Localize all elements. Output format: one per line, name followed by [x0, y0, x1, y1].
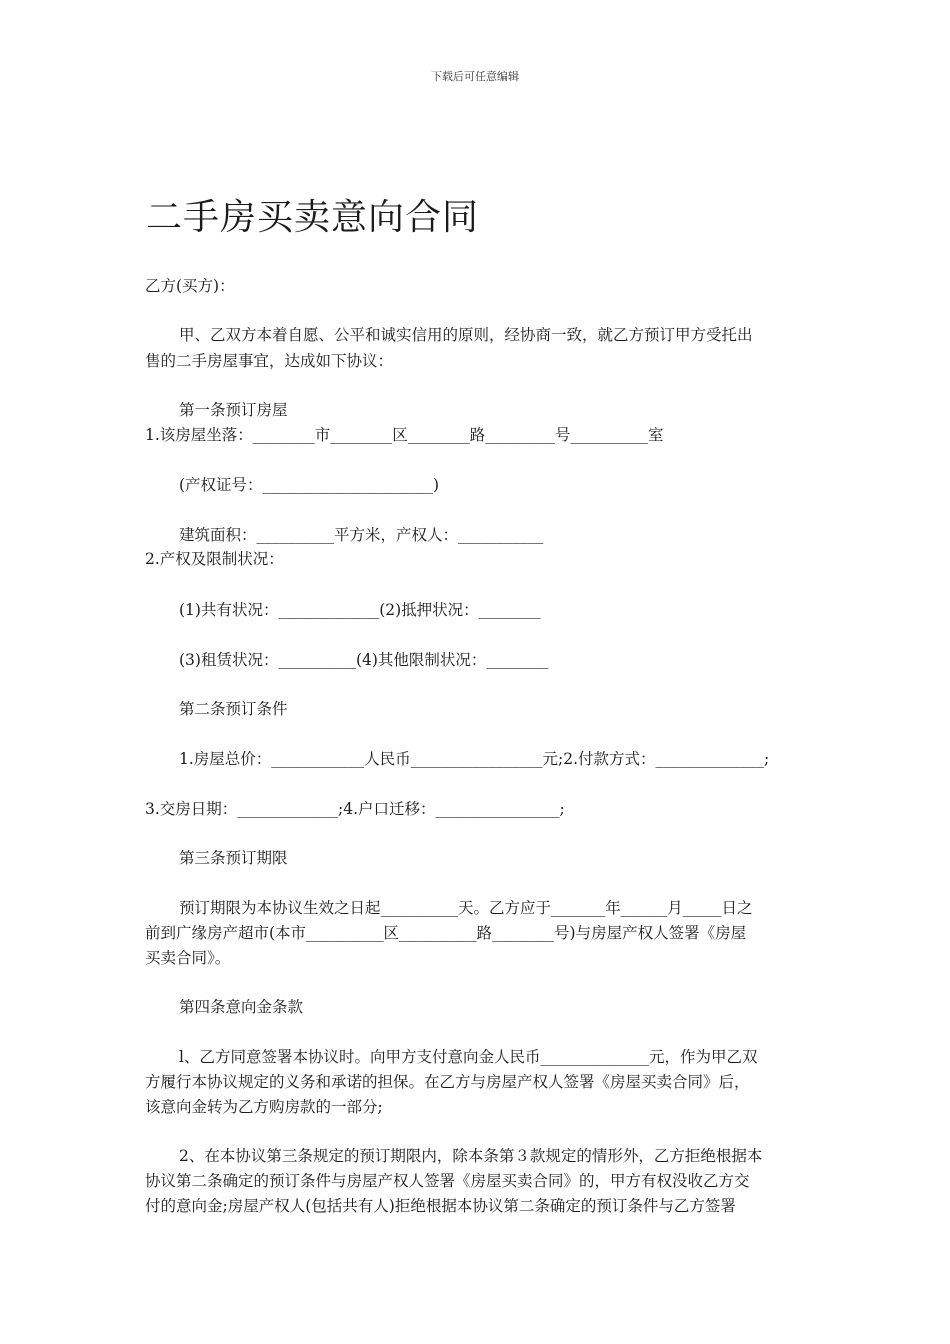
deposit-clause-2-line-3: 付的意向金;房屋产权人(包括共有人)拒绝根据本协议第二条确定的预订条件与乙方签署	[145, 1197, 736, 1215]
deposit-clause-1-line-3: 该意向金转为乙方购房款的一部分;	[145, 1098, 383, 1116]
property-restriction-heading: 2.产权及限制状况：	[145, 550, 284, 568]
reservation-period-line-2: 前到广缘房产超市(本市__________区__________路________号)与房屋产权人签署《房屋	[145, 924, 747, 942]
article-1-heading: 第一条预订房屋	[179, 401, 288, 419]
page-header-note: 下载后可任意编辑	[431, 70, 519, 83]
reservation-period-line-3: 买卖合同》。	[145, 949, 231, 967]
intro-paragraph-line-1: 甲、乙双方本着自愿、公平和诚实信用的原则，经协商一致，就乙方预订甲方受托出	[179, 326, 753, 344]
co-ownership-mortgage-line: (1)共有状况：_____________(2)抵押状况：________	[179, 601, 541, 619]
house-location-line: 1.该房屋坐落：________市________区________路_________号__________室	[145, 426, 664, 444]
total-price-payment-line: 1.房屋总价：____________人民币_________________元;2.付款方式：______________;	[179, 750, 770, 768]
article-3-heading: 第三条预订期限	[179, 849, 288, 867]
article-4-heading: 第四条意向金条款	[179, 998, 304, 1016]
property-certificate-line: (产权证号：______________________)	[179, 476, 440, 494]
deposit-clause-1-line-1: l、乙方同意签署本协议时。向甲方支付意向金人民币______________元，作为甲乙双	[179, 1048, 758, 1066]
party-b-label: 乙方(买方)：	[145, 277, 235, 295]
document-title: 二手房买卖意向合同	[146, 197, 480, 238]
lease-other-restriction-line: (3)租赁状况：__________(4)其他限制状况：________	[179, 651, 549, 669]
deposit-clause-1-line-2: 方履行本协议规定的义务和承诺的担保。在乙方与房屋产权人签署《房屋买卖合同》后，	[145, 1073, 750, 1091]
deposit-clause-2-line-2: 协议第二条确定的预订条件与房屋产权人签署《房屋买卖合同》的，甲方有权没收乙方交	[145, 1172, 750, 1190]
intro-paragraph-line-2: 售的二手房屋事宜，达成如下协议：	[145, 352, 394, 370]
deposit-clause-2-line-1: 2、在本协议第三条规定的预订期限内，除本条第３款规定的情形外，乙方拒绝根据本	[179, 1147, 763, 1165]
article-2-heading: 第二条预订条件	[179, 700, 288, 718]
reservation-period-line-1: 预订期限为本协议生效之日起__________天。乙方应于_______年______月_____日之	[179, 899, 753, 917]
delivery-date-hukou-line: 3.交房日期：_____________;4.户口迁移：________________;	[145, 800, 565, 818]
building-area-line: 建筑面积：__________平方米，产权人：___________	[179, 526, 544, 544]
